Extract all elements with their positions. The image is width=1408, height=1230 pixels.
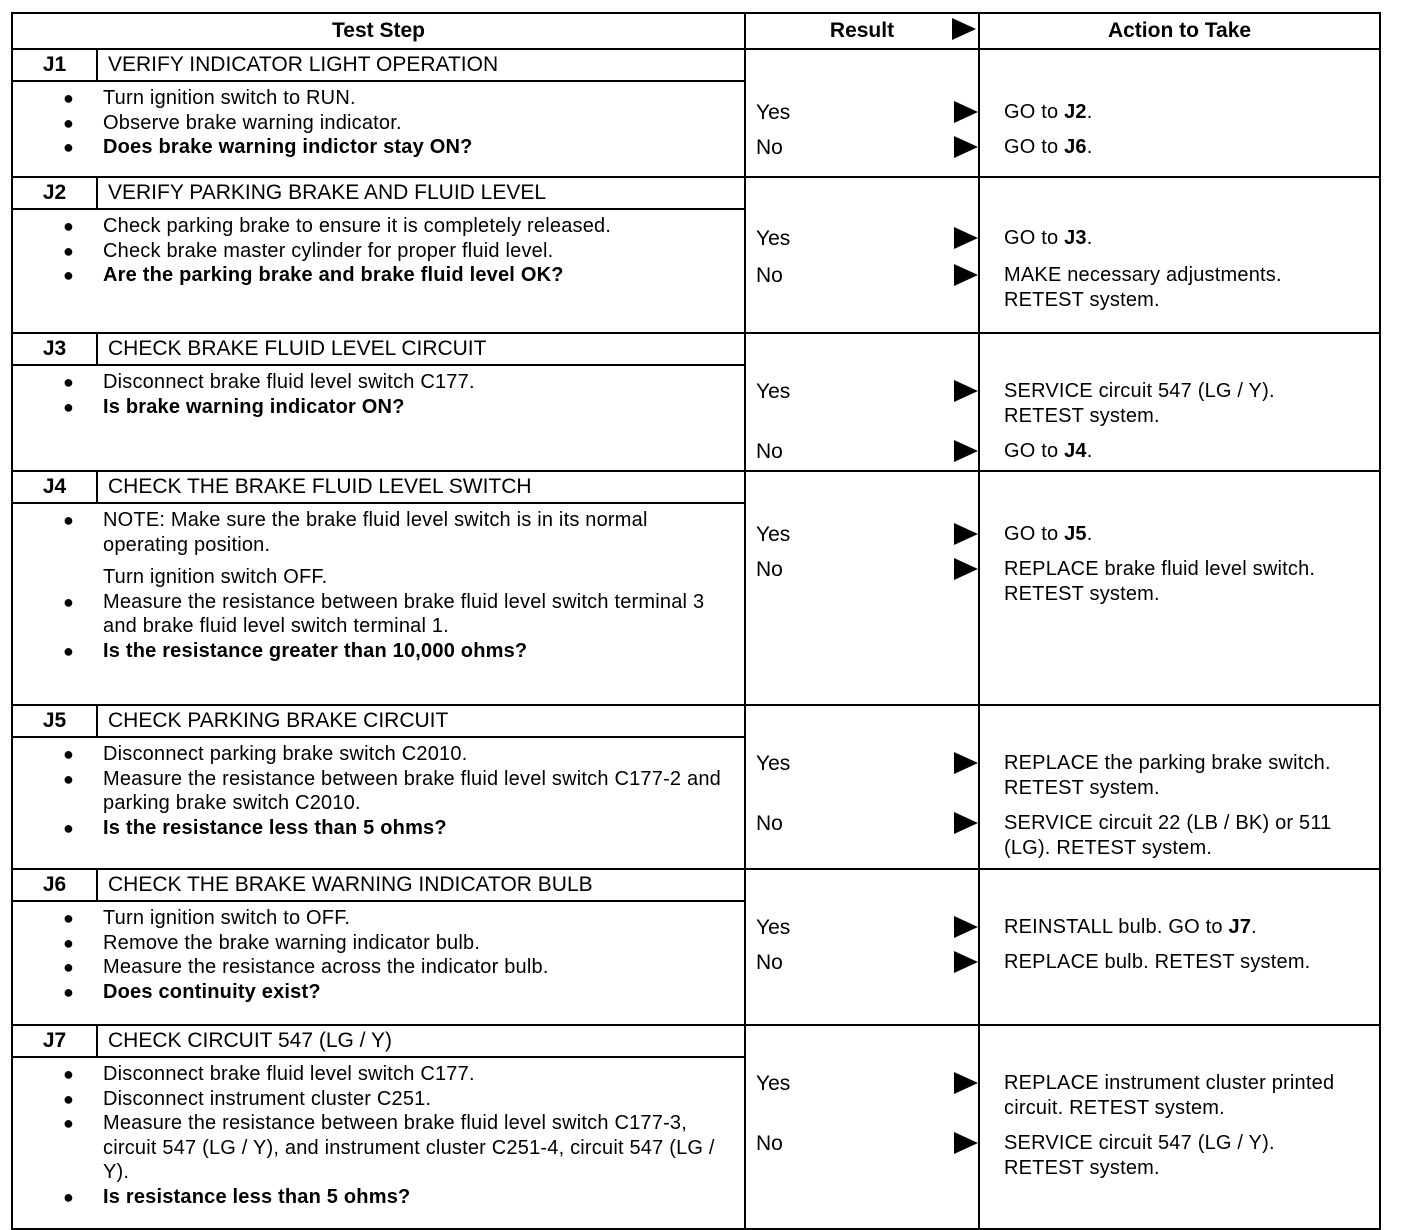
action-step-ref: J7	[1228, 916, 1252, 938]
action-step-ref: J2	[1064, 101, 1087, 123]
arrow-right-icon	[954, 227, 978, 249]
step-instruction: ● Disconnect instrument cluster C251.	[103, 1087, 734, 1112]
step-title-row	[12, 705, 1380, 737]
arrow-right-icon	[954, 440, 978, 462]
action-prefix: MAKE necessary adjustments. RETEST system.	[1004, 264, 1282, 311]
result-no	[756, 950, 978, 976]
step-id: J2	[12, 177, 97, 209]
arrow-right-icon	[954, 136, 978, 158]
result-label: Yes	[756, 523, 791, 546]
result-yes	[756, 1071, 978, 1097]
result-cell	[745, 333, 979, 471]
step-title: CHECK PARKING BRAKE CIRCUIT	[97, 705, 745, 737]
step-body	[12, 737, 745, 869]
step-id: J4	[12, 471, 97, 503]
arrow-right-icon	[954, 1072, 978, 1094]
action-cell	[979, 333, 1380, 471]
result-cell	[745, 49, 979, 177]
step-item-list	[23, 742, 734, 840]
step-title: CHECK CIRCUIT 547 (LG / Y)	[97, 1025, 745, 1057]
action-suffix: .	[1086, 136, 1093, 158]
step-instruction: ● Measure the resistance between brake fluid level switch C177-3, circuit 547 (LG / Y), and instrument cluster C251-4, circuit 547 (LG / Y).	[103, 1111, 734, 1185]
action-suffix: .	[1086, 440, 1093, 462]
step-question: ● Is the resistance less than 5 ohms?	[103, 816, 734, 841]
result-label: Yes	[756, 916, 791, 939]
arrow-right-icon	[954, 1132, 978, 1154]
step-instruction: ● Measure the resistance between brake fluid level switch terminal 3 and brake fluid level switch terminal 1.	[103, 590, 734, 639]
step-item-list	[23, 508, 734, 663]
action-suffix: .	[1086, 523, 1093, 545]
arrow-right-icon	[954, 101, 978, 123]
result-label: No	[756, 136, 783, 159]
arrow-right-icon	[952, 18, 976, 40]
step-instruction: ● Measure the resistance across the indicator bulb.	[103, 955, 734, 980]
diagnostic-table-wrapper	[11, 12, 1379, 1230]
step-id: J5	[12, 705, 97, 737]
action-prefix: REPLACE the parking brake switch. RETEST system.	[1004, 752, 1331, 799]
step-instruction: ● Check brake master cylinder for proper fluid level.	[103, 239, 734, 264]
action-text	[1004, 226, 1359, 251]
step-body	[12, 365, 745, 471]
result-yes	[756, 751, 978, 777]
action-prefix: SERVICE circuit 547 (LG / Y). RETEST system.	[1004, 380, 1275, 427]
arrow-right-icon	[954, 380, 978, 402]
step-question: ● Does brake warning indictor stay ON?	[103, 135, 734, 160]
step-body	[12, 81, 745, 177]
result-label: Yes	[756, 380, 791, 403]
action-text	[1004, 439, 1359, 464]
action-cell	[979, 49, 1380, 177]
result-cell	[745, 1025, 979, 1229]
step-question: ● Are the parking brake and brake fluid level OK?	[103, 263, 734, 288]
step-instruction: ● Check parking brake to ensure it is completely released.	[103, 214, 734, 239]
step-instruction: ● Turn ignition switch to OFF.	[103, 906, 734, 931]
action-text	[1004, 379, 1359, 429]
result-cell	[745, 177, 979, 333]
step-question: ● Does continuity exist?	[103, 980, 734, 1005]
result-label: No	[756, 264, 783, 287]
step-id: J7	[12, 1025, 97, 1057]
arrow-right-icon	[954, 916, 978, 938]
result-label: No	[756, 440, 783, 463]
header-result-label: Result	[829, 19, 895, 42]
step-title-row	[12, 471, 1380, 503]
action-suffix: .	[1086, 101, 1093, 123]
step-instruction: ● Turn ignition switch to RUN.	[103, 86, 734, 111]
step-item-list	[23, 214, 734, 288]
header-action: Action to Take	[979, 13, 1380, 49]
step-instruction: ● Disconnect parking brake switch C2010.	[103, 742, 734, 767]
result-yes	[756, 379, 978, 405]
result-yes	[756, 226, 978, 252]
step-title: CHECK THE BRAKE WARNING INDICATOR BULB	[97, 869, 745, 901]
action-text	[1004, 263, 1359, 313]
action-prefix: GO to	[1004, 136, 1065, 158]
step-question: ● Is the resistance greater than 10,000 ohms?	[103, 639, 734, 664]
action-step-ref: J4	[1064, 440, 1087, 462]
step-title-row	[12, 869, 1380, 901]
arrow-right-icon	[954, 523, 978, 545]
result-label: Yes	[756, 101, 791, 124]
action-suffix: .	[1251, 916, 1257, 938]
action-cell	[979, 869, 1380, 1025]
table-body	[12, 49, 1380, 1229]
action-text	[1004, 557, 1359, 607]
action-prefix: GO to	[1004, 523, 1065, 545]
result-no	[756, 1131, 978, 1157]
step-body	[12, 503, 745, 705]
action-cell	[979, 177, 1380, 333]
arrow-right-icon	[954, 264, 978, 286]
action-text	[1004, 915, 1359, 940]
step-item-list	[23, 906, 734, 1004]
step-id: J6	[12, 869, 97, 901]
action-prefix: REPLACE brake fluid level switch. RETEST system.	[1004, 558, 1316, 605]
action-text	[1004, 522, 1359, 547]
arrow-right-icon	[954, 812, 978, 834]
result-no	[756, 557, 978, 583]
step-title-row	[12, 177, 1380, 209]
result-cell	[745, 705, 979, 869]
result-label: No	[756, 558, 783, 581]
header-result	[745, 13, 979, 49]
result-cell	[745, 471, 979, 705]
header-row	[12, 13, 1380, 49]
action-prefix: REINSTALL bulb. GO to	[1004, 916, 1229, 938]
result-label: Yes	[756, 227, 791, 250]
result-no	[756, 439, 978, 465]
arrow-right-icon	[954, 558, 978, 580]
step-item-list	[23, 1062, 734, 1209]
result-label: Yes	[756, 752, 791, 775]
step-instruction: Turn ignition switch OFF.	[103, 566, 328, 588]
result-cell	[745, 869, 979, 1025]
step-id: J3	[12, 333, 97, 365]
step-title: VERIFY PARKING BRAKE AND FLUID LEVEL	[97, 177, 745, 209]
step-item-list	[23, 86, 734, 160]
action-cell	[979, 471, 1380, 705]
step-title-row	[12, 49, 1380, 81]
action-step-ref: J6	[1064, 136, 1087, 158]
action-text	[1004, 135, 1359, 160]
step-title-row	[12, 1025, 1380, 1057]
diagnostic-table	[11, 12, 1381, 1230]
action-prefix: GO to	[1004, 227, 1065, 249]
step-title: CHECK BRAKE FLUID LEVEL CIRCUIT	[97, 333, 745, 365]
step-instruction: ● NOTE: Make sure the brake fluid level switch is in its normal operating position.	[103, 508, 734, 557]
step-instruction: ● Observe brake warning indicator.	[103, 111, 734, 136]
action-prefix: REPLACE instrument cluster printed circuit. RETEST system.	[1004, 1072, 1335, 1119]
arrow-right-icon	[954, 951, 978, 973]
result-yes	[756, 100, 978, 126]
action-text	[1004, 950, 1359, 975]
step-instruction: ● Disconnect brake fluid level switch C177.	[103, 370, 734, 395]
action-prefix: GO to	[1004, 101, 1065, 123]
step-body	[12, 901, 745, 1025]
step-title-row	[12, 333, 1380, 365]
step-instruction: ● Disconnect brake fluid level switch C177.	[103, 1062, 734, 1087]
step-id: J1	[12, 49, 97, 81]
step-body	[12, 1057, 745, 1229]
action-suffix: .	[1086, 227, 1093, 249]
action-cell	[979, 1025, 1380, 1229]
step-question: ● Is brake warning indicator ON?	[103, 395, 734, 420]
action-step-ref: J5	[1064, 523, 1087, 545]
result-label: No	[756, 812, 783, 835]
result-no	[756, 135, 978, 161]
result-yes	[756, 915, 978, 941]
action-prefix: GO to	[1004, 440, 1065, 462]
action-prefix: SERVICE circuit 22 (LB / BK) or 511 (LG). RETEST system.	[1004, 812, 1332, 859]
action-step-ref: J3	[1064, 227, 1087, 249]
result-label: Yes	[756, 1072, 791, 1095]
step-title: CHECK THE BRAKE FLUID LEVEL SWITCH	[97, 471, 745, 503]
step-item-list	[23, 370, 734, 419]
action-text	[1004, 1071, 1359, 1121]
action-text	[1004, 751, 1359, 801]
step-question: ● Is resistance less than 5 ohms?	[103, 1185, 734, 1210]
result-label: No	[756, 1132, 783, 1155]
action-text	[1004, 1131, 1359, 1181]
result-label: No	[756, 951, 783, 974]
result-no	[756, 811, 978, 837]
step-body	[12, 209, 745, 333]
step-instruction: ● Remove the brake warning indicator bulb.	[103, 931, 734, 956]
action-text	[1004, 811, 1359, 861]
action-text	[1004, 100, 1359, 125]
header-test-step: Test Step	[12, 13, 745, 49]
step-instruction: ● Measure the resistance between brake fluid level switch C177-2 and parking brake switch C2010.	[103, 767, 734, 816]
action-prefix: REPLACE bulb. RETEST system.	[1004, 951, 1311, 973]
action-prefix: SERVICE circuit 547 (LG / Y). RETEST system.	[1004, 1132, 1275, 1179]
action-cell	[979, 705, 1380, 869]
result-no	[756, 263, 978, 289]
result-yes	[756, 522, 978, 548]
step-title: VERIFY INDICATOR LIGHT OPERATION	[97, 49, 745, 81]
arrow-right-icon	[954, 752, 978, 774]
